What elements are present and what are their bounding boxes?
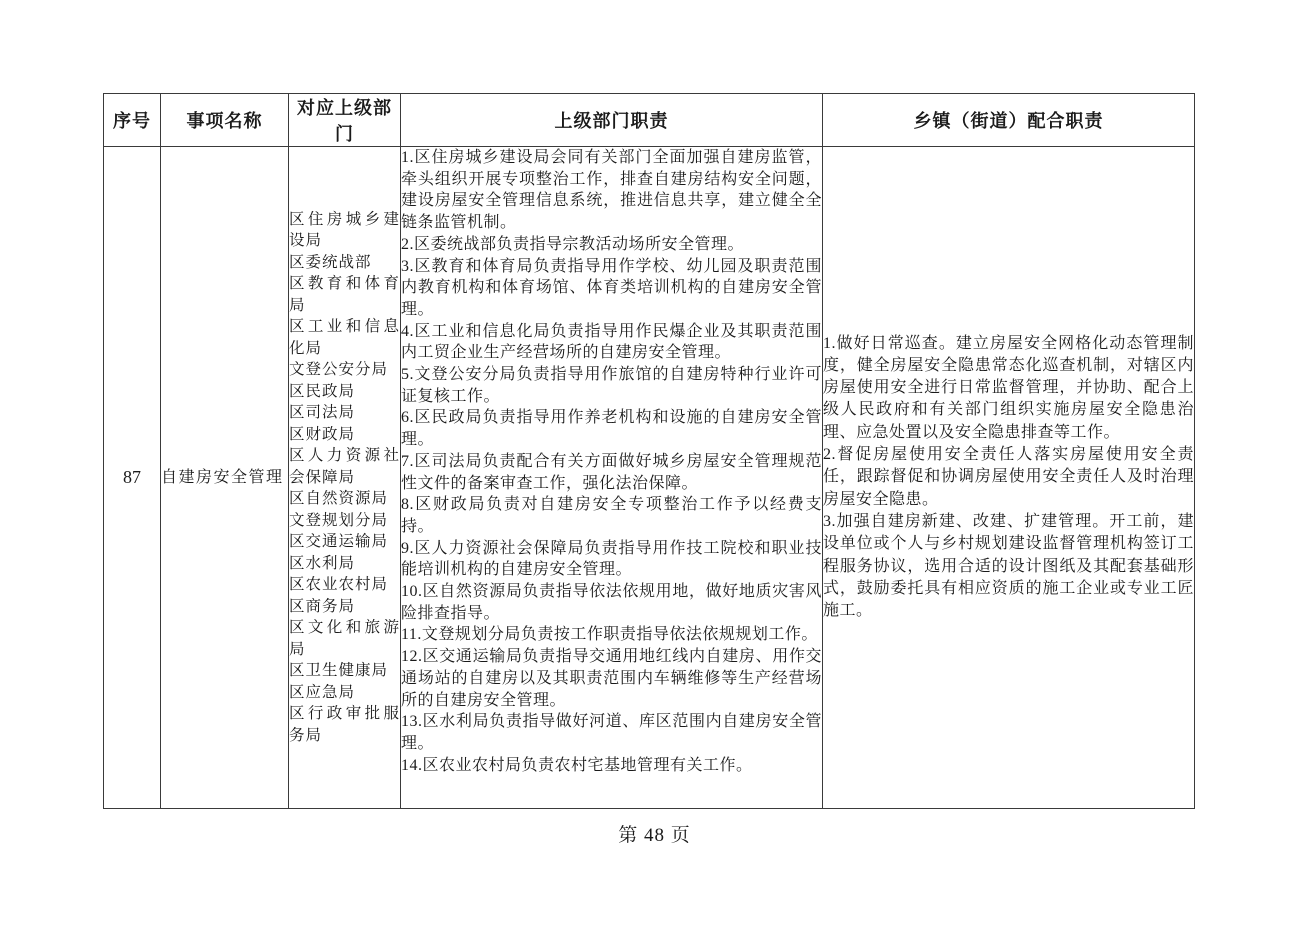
cell-serial-number: 87 bbox=[104, 147, 161, 809]
cell-township-duties bbox=[823, 147, 1195, 809]
cell-departments bbox=[289, 147, 401, 809]
superior-duty-item: 7.区司法局负责配合有关方面做好城乡房屋安全管理规范性文件的备案审查工作，强化法治保障。 bbox=[401, 452, 822, 492]
department-name: 区委统战部 bbox=[289, 253, 372, 271]
col-header-superior-duties: 上级部门职责 bbox=[401, 94, 823, 147]
department-name: 区民政局 bbox=[289, 382, 356, 400]
superior-duty-item: 5.文登公安分局负责指导用作旅馆的自建房特种行业许可证复核工作。 bbox=[401, 366, 822, 405]
table-row bbox=[104, 147, 1195, 809]
department-name: 区农业农村局 bbox=[289, 576, 389, 594]
superior-duty-item: 12.区交通运输局负责指导交通用地红线内自建房、用作交通场站的自建房以及其职责范围内车辆维修等生产经营场所的自建房安全管理。 bbox=[401, 648, 822, 709]
department-name: 区教育和体育局 bbox=[289, 275, 400, 314]
township-duty-item: 3.加强自建房新建、改建、扩建管理。开工前，建设单位或个人与乡村规划建设监督管理机构签订工程服务协议，选用合适的设计图纸及其配套基础形式，鼓励委托具有相应资质的施工企业或专业工匠施工。 bbox=[823, 512, 1194, 620]
department-name: 文登规划分局 bbox=[289, 511, 389, 529]
township-duty-item: 2.督促房屋使用安全责任人落实房屋使用安全责任，跟踪督促和协调房屋使用安全责任人及时治理房屋安全隐患。 bbox=[823, 446, 1194, 508]
department-name: 区住房城乡建设局 bbox=[289, 210, 400, 250]
department-name: 区商务局 bbox=[289, 597, 356, 615]
department-name: 区水利局 bbox=[289, 554, 356, 572]
cell-item-name bbox=[161, 147, 289, 809]
township-duty-list bbox=[823, 333, 1194, 623]
responsibility-table bbox=[103, 93, 1195, 809]
department-name: 区应急局 bbox=[289, 683, 356, 701]
department-name: 文登公安分局 bbox=[289, 361, 389, 379]
department-name: 区卫生健康局 bbox=[289, 662, 389, 680]
superior-duty-item: 10.区自然资源局负责指导依法依规用地，做好地质灾害风险排查指导。 bbox=[401, 583, 822, 622]
superior-duty-list bbox=[401, 147, 822, 776]
superior-duty-item: 6.区民政局负责指导用作养老机构和设施的自建房安全管理。 bbox=[401, 409, 822, 449]
township-duty-item: 1.做好日常巡查。建立房屋安全网格化动态管理制度，健全房屋安全隐患常态化巡查机制，对辖区内房屋使用安全进行日常监督管理，并协助、配合上级人民政府和有关部门组织实施房屋安全隐患治理、应急处置以及安全隐患排查等工作。 bbox=[823, 334, 1194, 441]
department-name: 区文化和旅游局 bbox=[289, 619, 400, 658]
superior-duty-item: 3.区教育和体育局负责指导用作学校、幼儿园及职责范围内教育机构和体育场馆、体育类培训机构的自建房安全管理。 bbox=[401, 257, 822, 318]
superior-duty-item: 4.区工业和信息化局负责指导用作民爆企业及其职责范围内工贸企业生产经营场所的自建房安全管理。 bbox=[401, 322, 822, 362]
superior-duty-item: 11.文登规划分局负责按工作职责指导依法依规规划工作。 bbox=[401, 626, 818, 644]
superior-duty-item: 14.区农业农村局负责农村宅基地管理有关工作。 bbox=[401, 756, 753, 774]
superior-duty-item: 8.区财政局负责对自建房安全专项整治工作予以经费支持。 bbox=[401, 496, 822, 535]
col-header-item-name: 事项名称 bbox=[161, 94, 289, 147]
col-header-serial: 序号 bbox=[104, 94, 161, 147]
header-row bbox=[104, 94, 1195, 147]
superior-duty-item: 1.区住房城乡建设局会同有关部门全面加强自建房监管，牵头组织开展专项整治工作，排查自建房结构安全问题，建设房屋安全管理信息系统，推进信息共享，建立健全全链条监管机制。 bbox=[401, 149, 822, 232]
department-list bbox=[289, 209, 400, 747]
department-name: 区自然资源局 bbox=[289, 490, 389, 508]
department-name: 区工业和信息化局 bbox=[289, 318, 400, 357]
col-header-departments: 对应上级部门 bbox=[289, 94, 401, 147]
department-name: 区司法局 bbox=[289, 404, 356, 422]
superior-duty-item: 9.区人力资源社会保障局负责指导用作技工院校和职业技能培训机构的自建房安全管理。 bbox=[401, 539, 822, 579]
superior-duty-item: 13.区水利局负责指导做好河道、库区范围内自建房安全管理。 bbox=[401, 713, 822, 752]
department-name: 区财政局 bbox=[289, 425, 356, 443]
cell-superior-duties bbox=[401, 147, 823, 809]
department-name: 区行政审批服务局 bbox=[289, 705, 400, 744]
department-name: 区人力资源社会保障局 bbox=[289, 447, 400, 486]
item-name-text: 自建房安全管理 bbox=[161, 469, 284, 486]
page-number: 第 48 页 bbox=[618, 825, 691, 846]
department-name: 区交通运输局 bbox=[289, 533, 389, 551]
col-header-township-duties: 乡镇（街道）配合职责 bbox=[823, 94, 1195, 147]
superior-duty-item: 2.区委统战部负责指导宗教活动场所安全管理。 bbox=[401, 235, 745, 253]
